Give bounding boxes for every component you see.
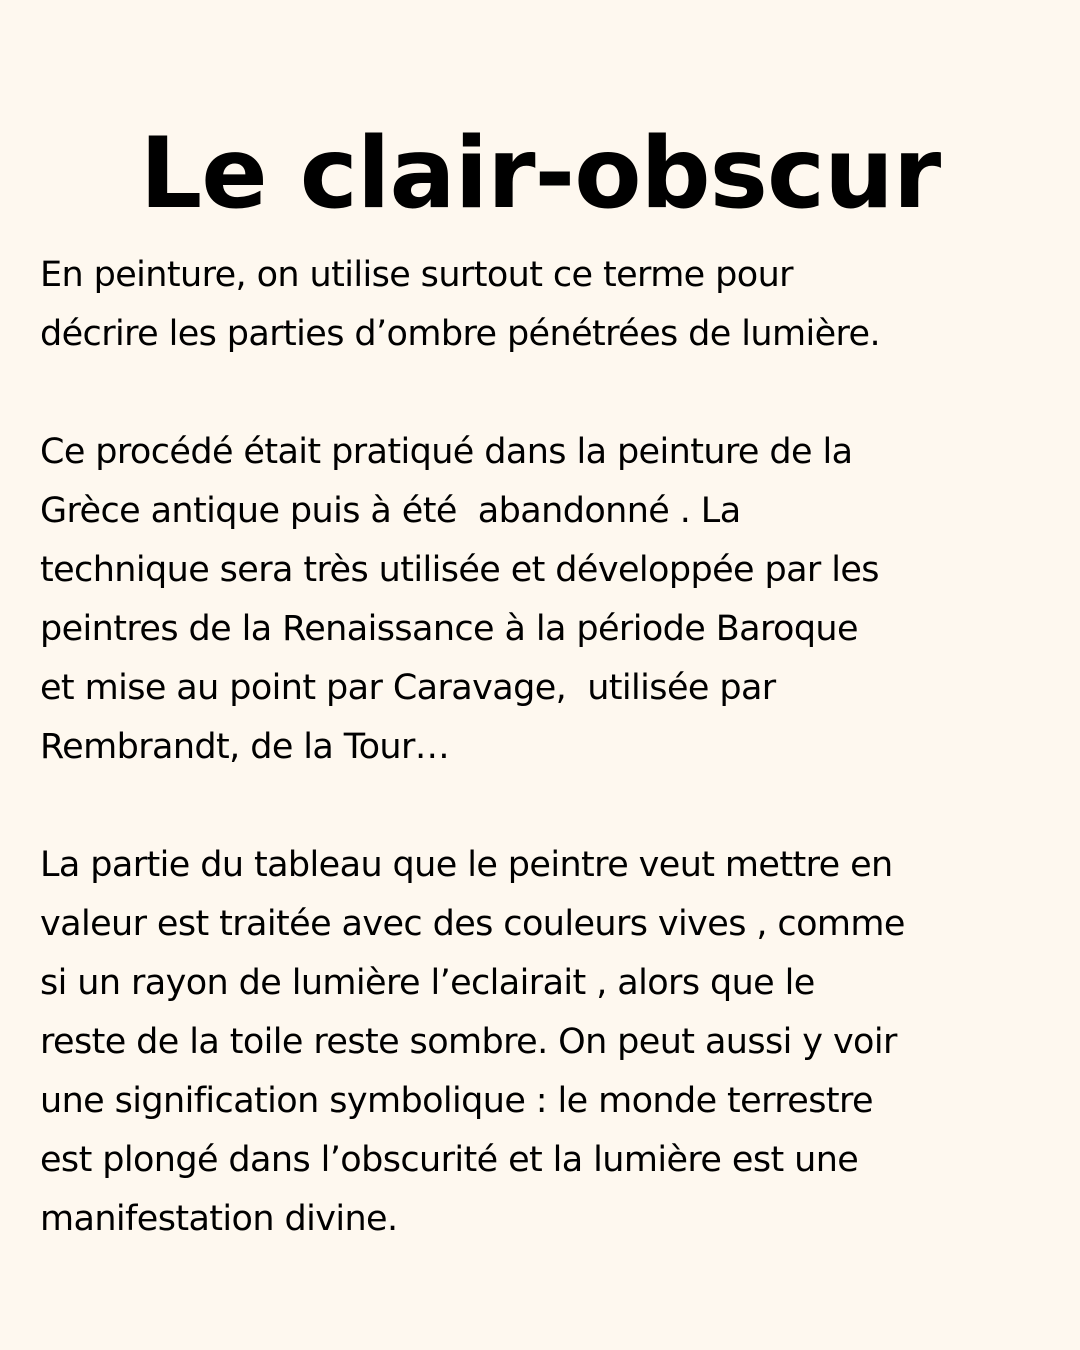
paragraph-line: Ce procédé était pratiqué dans la peinture de la xyxy=(40,432,853,472)
paragraph-line: La partie du tableau que le peintre veut mettre en xyxy=(40,845,893,885)
paragraph-line: décrire les parties d’ombre pénétrées de lumière. xyxy=(40,314,880,354)
page-title: Le clair-obscur xyxy=(139,117,941,231)
paragraph-spacer xyxy=(40,777,1060,836)
paragraph-line: reste de la toile reste sombre. On peut aussi y voir xyxy=(40,1022,897,1062)
paragraph-spacer xyxy=(40,364,1060,423)
paragraph-line: peintres de la Renaissance à la période Baroque xyxy=(40,609,858,649)
paragraph-1 xyxy=(40,246,1060,364)
paragraph-line: si un rayon de lumière l’eclairait , alors que le xyxy=(40,963,815,1003)
paragraph-line: Grèce antique puis à été abandonné . La xyxy=(40,491,741,531)
paragraph-line: une signification symbolique : le monde terrestre xyxy=(40,1081,873,1121)
paragraph-line: Rembrandt, de la Tour… xyxy=(40,727,450,767)
paragraph-line: valeur est traitée avec des couleurs vives , comme xyxy=(40,904,905,944)
body-text xyxy=(40,246,1060,1249)
paragraph-line: manifestation divine. xyxy=(40,1199,398,1239)
paragraph-line: En peinture, on utilise surtout ce terme pour xyxy=(40,255,793,295)
paragraph-line: et mise au point par Caravage, utilisée par xyxy=(40,668,776,708)
paragraph-line: est plongé dans l’obscurité et la lumière est une xyxy=(40,1140,859,1180)
paragraph-line: technique sera très utilisée et développée par les xyxy=(40,550,879,590)
paragraph-2 xyxy=(40,423,1060,777)
paragraph-3 xyxy=(40,836,1060,1249)
